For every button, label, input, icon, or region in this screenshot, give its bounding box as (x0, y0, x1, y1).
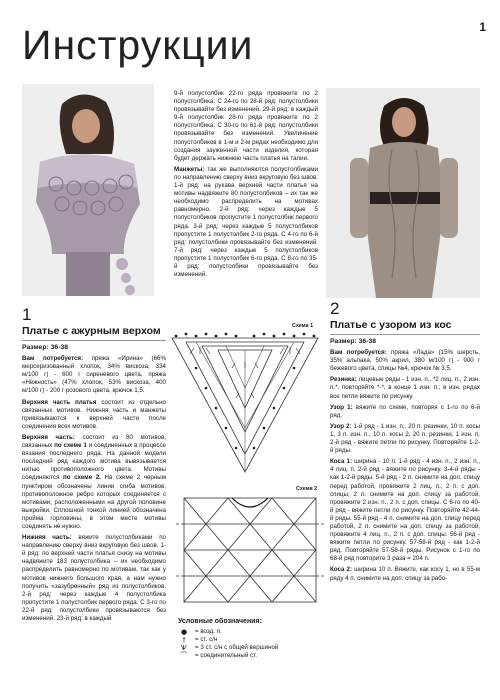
cable2-label: Коса 2: (330, 566, 353, 574)
legend-item (178, 644, 318, 652)
scheme2-label: Схема 2 (296, 486, 318, 492)
legend-title: Условные обозначения: (178, 618, 262, 625)
slip-stitch-icon: ⁀ (181, 652, 187, 660)
materials-text: пряжа «Ирина» (66% мерсеризованный хлопок, 34% вискоза, 334 м/100 г) - 600 г сиреневого цвета, пряжа «Нежность» (47% хлопок, 53% вискоза, 400 м/100 г) - 200 г розового цвета, крючок 1,5. (22, 355, 166, 395)
upper-text-b: и соединенных в процессе вязания последнего ряда. На данной модели последний ряд каждого мотива вывязывается нитью противоположного цвета. Мотивы соединяются (22, 442, 166, 482)
model2-column (330, 300, 480, 586)
divider (330, 334, 480, 335)
legend-text: = 3 ст. с/н с общей вершиной (195, 644, 279, 651)
upper-text-c: На схеме 2 черным пунктиром обозначены линии сгиба мотивов, противоположное ребро которых соединяется с мотивами, расположенными на другой половине выкройки. Сплошной тонкой линией обозначена пройма горловины, в этом месте мотивы соединять не нужно. (22, 474, 166, 530)
pattern1-label: Узор 1: (330, 403, 353, 411)
model1-photo (22, 84, 154, 296)
top-text: состоит из отдельно связанных мотивов. Нижняя часть и манжеты привязываются к верхней части после соединения всех мотивов. (22, 398, 166, 430)
lower-label: Нижняя часть: (22, 534, 72, 542)
cable2-text: ширина 10 п. Вяжите, как косу 1, но в 55-м ряду 4 п. снимите на доп. спицу за рабо- (330, 566, 480, 582)
model1-size: Размер: 36-38 (22, 344, 69, 351)
cuffs-label: Манжеты: (174, 165, 205, 173)
legend-item (178, 636, 318, 644)
pattern2-label: Узор 2: (330, 422, 352, 430)
scheme1-diagram (166, 328, 324, 478)
cluster-icon: Ѱ (181, 644, 187, 652)
page-title: Инструкции (22, 22, 254, 68)
upper-label: Верхняя часть: (22, 433, 75, 441)
scheme1-label: Схема 1 (292, 323, 314, 329)
model2-title: Платье с узором из кос (330, 319, 452, 331)
model1-title: Платье с ажурным верхом (22, 325, 161, 337)
materials-label: Вам потребуется: (330, 349, 387, 357)
scheme2-diagram (176, 494, 324, 606)
legend-text: = соединительный ст. (195, 652, 258, 659)
model1-column (22, 306, 166, 626)
cuffs-text: так же выполняются полустолбиками по направлению сверху вниз вкруговую без швов. 1-й ряд: на рукава верхней части платья на мотивы надвяжите 80 полустолбиков – их так же необходимо распределить на мотивах равномерно. 2-й ряд: через каждые 5 полустолбиков пропустите 1 полустолбик первого ряда. 3-й ряд: через каждые 5 полустолбиков пропустите 1 полустолбик 2-го ряда. С 4-го по 6-й ряд: полустолбики провязывайте без изменений. 7-й ряд: через каждые 5 полустолбиков пропустите 1 полустолбик 6-го ряда. С 8-го по 35-й ряд: полустолбики провязывайте без изменений. (174, 165, 318, 279)
legend-text: = возд. п. (195, 628, 222, 635)
legend-text: = ст. с/н (195, 636, 218, 643)
upper-scheme-ref: по схеме 1 (54, 442, 87, 450)
col2-text: 9-й полустолбик 22-го ряда провяжите по 2 полустолбика. С 24-го по 28-й ряд: полустолбики провязывайте без изменений. 29-й ряд: в каждый 9-й полустолбик 28-го ряда провяжите по 2 полустолбика. С 30-го по 61-й ряд: полустолбики провязывайте без изменений. Увеличение полустолбиков в 1-м и 2-м рядах необходимо для создания зауженной части изделия, которая будет держать нижнюю часть платья на талии. (174, 90, 318, 162)
top-label: Верхняя часть платья (22, 398, 97, 406)
model2-photo (326, 88, 480, 298)
legend-item (178, 628, 318, 636)
pattern1-text: вяжите по схеме, повторяя с 1-го по 6-й ряд. (330, 403, 481, 419)
rib-label: Резинка: (330, 376, 357, 384)
upper-scheme2-ref: по схеме 2. (63, 474, 101, 482)
upper-text-a: состоит из 80 мотивов, связанных (22, 433, 166, 450)
rib-text: лицевые ряды - 1 изн. п., *2 лиц. п., 2 изн. п.*, повторяйте *-*, в конце 1 изн. п.; в изн. рядах все петли вяжите по рисунку. (330, 376, 480, 400)
materials-label: Вам потребуется: (22, 355, 84, 363)
model1-number: 1 (22, 305, 32, 324)
legend (178, 618, 318, 660)
model2-number: 2 (330, 299, 340, 318)
chain-icon: ● (180, 628, 188, 636)
lower-text: вяжите полустолбиками по направлению сверху вниз вкруговую без швов. 1-й ряд: по верхней части платья снизу на мотивы надвяжите 183 полустолбика – их необходимо распределить равномерно по мотивам, так как у мотивов нижнего большого края, а нам нужно получить «зазубренный» ряд из полустолбиков. 2-й ряд: через каждые 4 полустолбика пропустите 1 полустолбик первого ряда. С 3-го по 22-й ряд: полустолбики провязываются без изменений. 23-й ряд: в каждый (22, 534, 166, 622)
page-number: 1 (479, 20, 486, 34)
cable1-label: Коса 1: (330, 458, 353, 466)
single-crochet-icon: † (182, 636, 186, 644)
materials-text: пряжа «Лада» (15% шерсть, 35% альпака, 50% акрил, 380 м/100 г) - 900 г бежевого цвета, спицы №4, крючок № 3,5. (330, 349, 480, 373)
model2-size: Размер: 36-38 (330, 338, 377, 345)
model1-column-2 (174, 90, 318, 282)
pattern2-text: 1-й ряд - 1 изн. п., 20 п. резинки, 10 п. косы 1, 3 п. изн. п., 10 п. косы 2, 20 п. резинки, 1 изн. п. 2-й ряд - вяжите петли по рисунку. Повторяйте 1-2-й ряды. (330, 422, 480, 455)
legend-item (178, 652, 318, 660)
divider (22, 340, 166, 341)
cable1-text: ширина - 10 п. 1-й ряд - 4 изн. п., 2 изн. п., 4 лиц. п. 2-й ряд - вяжите по рисунку. 3-4-й ряды - как 1-2-й ряды. 5-й ряд - 2 п. снимите на доп. спицу перед работой, провяжите 2 лиц. п., 2 п. с доп. спицы, 2 п. снимите на доп. спицу за работой, провяжите 2 изн. п., 2 п. с доп. спицы. С 6-го по 40-й ряд - вяжите петли по рисунку. Повторяйте 42-44-й ряды. 55-й ряд - 4 п. снимите на доп. спицу перед работой, 2 п. снимите на доп. спицу за работой, провяжите 4 лиц. п., 2 п. с доп. спицы. 56-й ряд - вяжите петли по рисунку. 57-58-й ряд - как 1-2-й ряд. Повторяйте 57-58-й ряды. Рисунок с 1-го по 68-й ряд повторите 3 раза = 204 п. (330, 458, 480, 563)
